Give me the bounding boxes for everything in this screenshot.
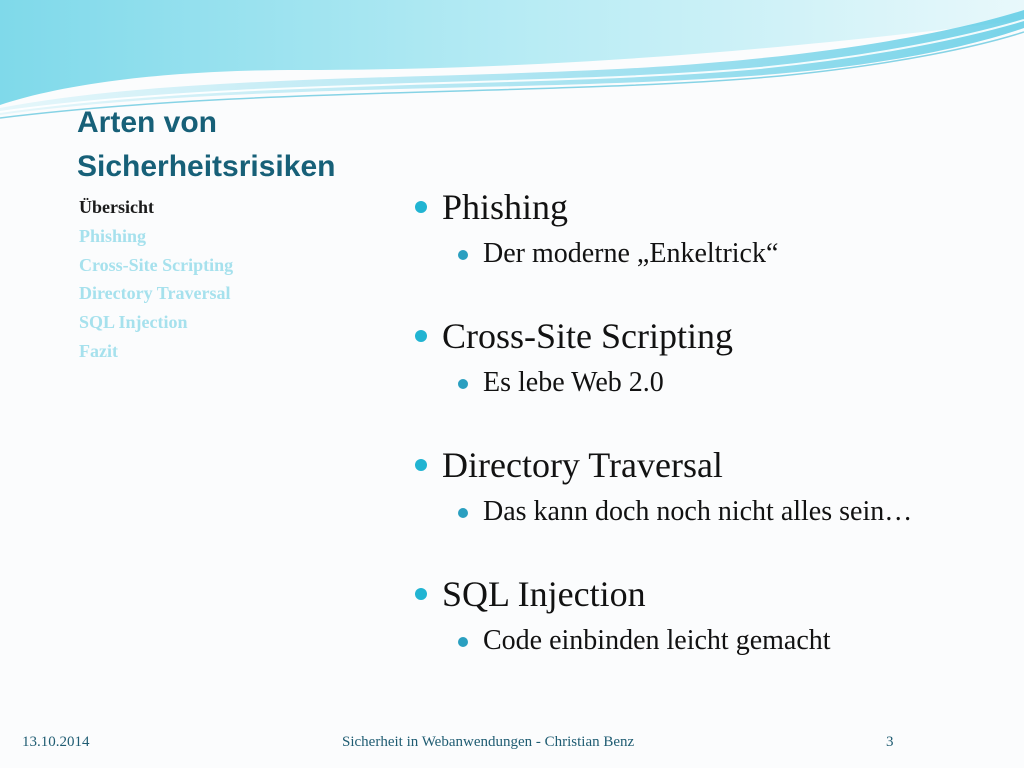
sub-bullet-text: Das kann doch noch nicht alles sein… (483, 496, 913, 527)
bullet-group (412, 315, 952, 400)
nav-item-sql-injection[interactable]: SQL Injection (79, 312, 188, 333)
nav-item-uebersicht[interactable]: Übersicht (79, 197, 154, 217)
slide-title: Arten von Sicherheitsrisiken (77, 106, 336, 183)
bullet-text: Phishing (442, 187, 569, 227)
nav-item-fazit[interactable]: Fazit (79, 340, 118, 361)
bullet-dot-icon (415, 588, 427, 600)
page-number: 3 (886, 734, 894, 750)
section-nav (79, 193, 379, 366)
sub-bullet-dot-icon (458, 250, 468, 260)
sub-bullet-text: Code einbinden leicht gemacht (483, 625, 831, 656)
footer-text: Sicherheit in Webanwendungen - Christian Benz (342, 734, 635, 750)
sub-bullet-text: Der moderne „Enkeltrick“ (483, 238, 779, 269)
bullet-list (412, 186, 952, 658)
sub-bullet-dot-icon (458, 637, 468, 647)
sub-bullet-item (412, 366, 952, 400)
bullet-dot-icon (415, 201, 427, 213)
bullet-item (412, 186, 952, 228)
bullet-dot-icon (415, 459, 427, 471)
nav-item-directory-traversal[interactable]: Directory Traversal (79, 283, 231, 304)
bullet-text: Directory Traversal (442, 445, 723, 485)
bullet-group (412, 186, 952, 271)
sub-bullet-text: Es lebe Web 2.0 (483, 367, 664, 398)
bullet-dot-icon (415, 330, 427, 342)
bullet-item (412, 315, 952, 357)
bullet-text: Cross-Site Scripting (442, 316, 734, 356)
bullet-item (412, 573, 952, 615)
bullet-item (412, 444, 952, 486)
sub-bullet-dot-icon (458, 508, 468, 518)
nav-item-phishing[interactable]: Phishing (79, 225, 147, 246)
bullet-group (412, 444, 952, 529)
sub-bullet-item (412, 624, 952, 658)
nav-item-cross-site-scripting[interactable]: Cross-Site Scripting (79, 254, 234, 275)
sub-bullet-dot-icon (458, 379, 468, 389)
footer-date: 13.10.2014 (22, 734, 90, 750)
bullet-text: SQL Injection (442, 574, 646, 614)
bullet-group (412, 573, 952, 658)
sub-bullet-item (412, 495, 952, 529)
sub-bullet-item (412, 237, 952, 271)
